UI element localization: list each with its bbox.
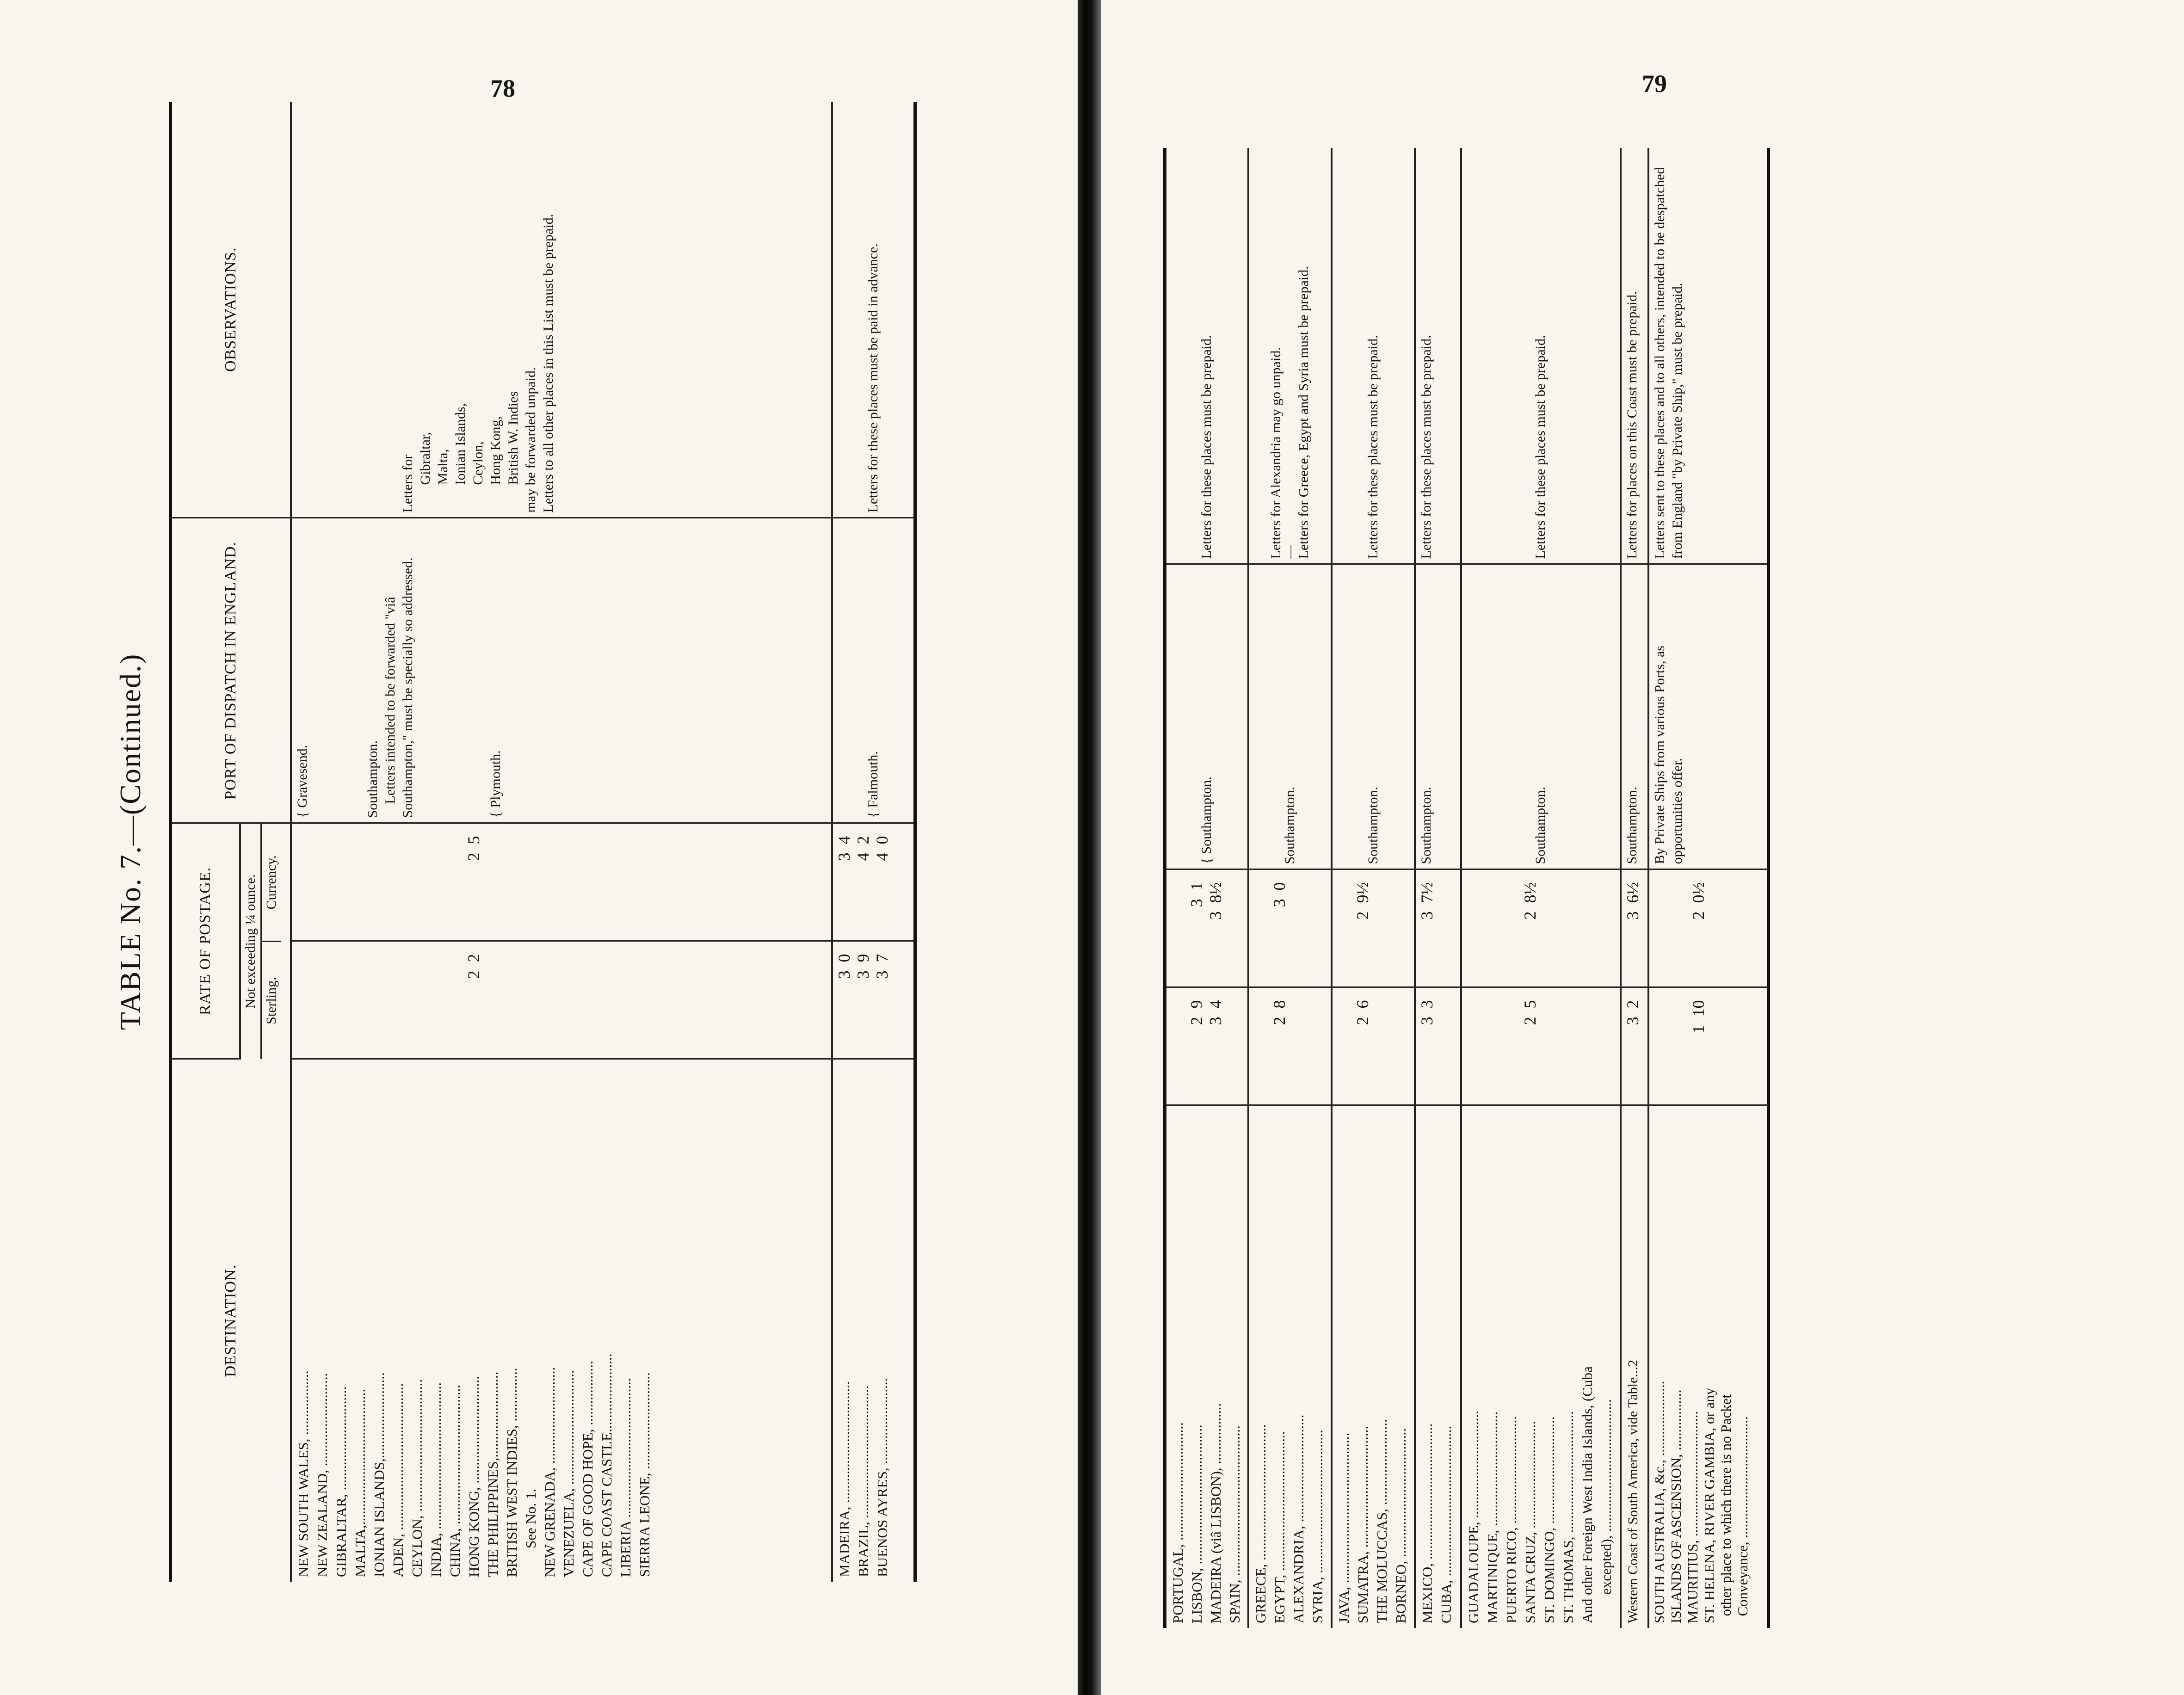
- observations-cell: Letters for places on this Coast must be prepaid.: [1621, 148, 1648, 564]
- observations-cell: Letters for these places must be prepaid.: [1415, 148, 1461, 564]
- header-sterling: Sterling.: [263, 977, 279, 1024]
- destinations-cell: GREECE, ...................................... EGYPT, ....................................... ALEXANDRIA, .............................. SYRIA, ........................................: [1248, 1105, 1332, 1628]
- rotated-table-left: [113, 102, 1001, 1582]
- destinations-cell: JAVA, .......................................... SUMATRA, .................................. THE MOLUCCAS, ........................ BORNEO, ....................................: [1332, 1105, 1415, 1628]
- table-row: [1332, 148, 1415, 1628]
- currency-cell: 3 4 4 2 4 0: [832, 823, 915, 941]
- port-cell: Southampton.: [1415, 564, 1461, 869]
- destinations-cell: PORTUGAL, ................................. LISBON, ....................................... MADEIRA (viâ LISBON), ................. SPAIN, ..........................................: [1165, 1105, 1248, 1628]
- rotated-table-right: [1163, 148, 2051, 1628]
- observations-cell: Letters for these places must be prepaid.: [1165, 148, 1248, 564]
- destinations-cell: SOUTH AUSTRALIA, &c., ..................... ISLANDS OF ASCENSION, ................. MAURITIUS, ................................... ST. HELENA, RIVER GAMBIA, or any other place to which there is no Packet Conveyance, ..................................: [1648, 1105, 1769, 1628]
- table-row: [1621, 148, 1648, 1628]
- sterling-cell: 2 5: [1461, 987, 1621, 1105]
- observations-cell: Letters for Gibraltar, Malta, Ionian Islands, Ceylon, Hong Kong, British W. Indies may be forwarded unpaid. Letters to all other places in this List must be prepaid.: [291, 102, 832, 518]
- table-row: [1415, 148, 1461, 1628]
- table-row: [832, 102, 915, 1582]
- observations-cell: Letters for these places must be prepaid.: [1332, 148, 1415, 564]
- table-row: [291, 102, 832, 1582]
- currency-cell: 3 6½: [1621, 869, 1648, 987]
- sterling-cell: 2 8: [1248, 987, 1332, 1105]
- sterling-cell: 3 2: [1621, 987, 1648, 1105]
- left-page: [0, 0, 1078, 1695]
- book-gutter: [1078, 0, 1101, 1695]
- port-cell: { Gravesend. Southampton. Letters intended to be forwarded "viâ Southampton," must be specially so addressed. { Plymouth.: [291, 518, 832, 823]
- sterling-cell: 1 10: [1648, 987, 1769, 1105]
- observations-cell: Letters for Alexandria may go unpaid. — Letters for Greece, Egypt and Syria must be prepaid.: [1248, 148, 1332, 564]
- sterling-cell: 3 0 3 9 3 7: [832, 941, 915, 1059]
- header-not-exceeding: Not exceeding ¼ ounce.: [241, 824, 262, 1059]
- port-cell: Southampton.: [1461, 564, 1621, 869]
- table-row: [1648, 148, 1769, 1628]
- port-cell: Southampton.: [1248, 564, 1332, 869]
- table-row: [1248, 148, 1332, 1628]
- destinations-cell: GUADALOUPE, .............................. MARTINIQUE, ................................ PUERTO RICO, .............................. SANTA CRUZ, .............................. ST. DOMINGO, .............................. ST. THOMAS, .................................. And other Foreign West India Islands, (Cuba excepted), .....................................: [1461, 1105, 1621, 1628]
- destinations-cell: MEXICO, ...................................... CUBA, ..........................................: [1415, 1105, 1461, 1628]
- header-rate: RATE OF POSTAGE.: [171, 823, 240, 1059]
- header-port: PORT OF DISPATCH IN ENGLAND.: [171, 518, 291, 823]
- header-currency: Currency.: [262, 824, 281, 942]
- currency-cell: 2 8½: [1461, 869, 1621, 987]
- port-cell: Southampton.: [1621, 564, 1648, 869]
- header-rate-sub: [240, 823, 291, 1059]
- observations-cell: Letters for these places must be paid in advance.: [832, 102, 915, 518]
- currency-cell: 3 1 3 8½: [1165, 869, 1248, 987]
- header-observations: OBSERVATIONS.: [171, 102, 291, 518]
- port-cell: By Private Ships from various Ports, as opportunities offer.: [1648, 564, 1769, 869]
- sterling-cell: 2 2: [291, 941, 832, 1059]
- page-number-right: 79: [1642, 70, 1667, 98]
- postage-table-left: [169, 102, 917, 1582]
- destinations-cell: NEW SOUTH WALES, .................. NEW ZEALAND, .......................... GIBRALTAR, ............................. MALTA,...................................... IONIAN ISLANDS,........................ ADEN, ......................................... CEYLON, ..................................... INDIA, ......................................... CHINA, ....................................... HONG KONG, .............................. THE PHILIPPINES,........................ BRITISH WEST INDIES, ............... See No. 1. NEW GRENADA, ........................... VENEZUELA, ................................ CAPE OF GOOD HOPE, .................. CAPE COAST CASTLE...................... LIBERIA ....................................... SIERRA LEONE, ...........................: [291, 1059, 832, 1582]
- currency-cell: 2 0½: [1648, 869, 1769, 987]
- port-cell: { Southampton.: [1165, 564, 1248, 869]
- sterling-cell: 3 3: [1415, 987, 1461, 1105]
- table-row: [1461, 148, 1621, 1628]
- port-cell: Southampton.: [1332, 564, 1415, 869]
- table-row: [1165, 148, 1248, 1628]
- header-destination: DESTINATION.: [171, 1059, 291, 1582]
- port-cell: { Falmouth.: [832, 518, 915, 823]
- page-number-left: 78: [490, 74, 515, 102]
- observations-cell: Letters sent to these places and to all others, intended to be despatched from England "by Private Ship," must be prepaid.: [1648, 148, 1769, 564]
- currency-cell: 3 7½: [1415, 869, 1461, 987]
- currency-cell: 3 0: [1248, 869, 1332, 987]
- sterling-cell: 2 6: [1332, 987, 1415, 1105]
- table-title: TABLE No. 7.—(Continued.): [114, 653, 147, 1030]
- postage-table-right: [1163, 148, 1770, 1628]
- destinations-cell: Western Coast of South America, vide Table...2: [1621, 1105, 1648, 1628]
- observations-cell: Letters for these places must be prepaid.: [1461, 148, 1621, 564]
- sterling-cell: 2 9 3 4: [1165, 987, 1248, 1105]
- right-page: [1101, 0, 2184, 1695]
- destinations-cell: MADEIRA, .................................. BRAZIL, ..................................... BUENOS AYRES, ........................: [832, 1059, 915, 1582]
- currency-cell: 2 9½: [1332, 869, 1415, 987]
- currency-cell: 2 5: [291, 823, 832, 941]
